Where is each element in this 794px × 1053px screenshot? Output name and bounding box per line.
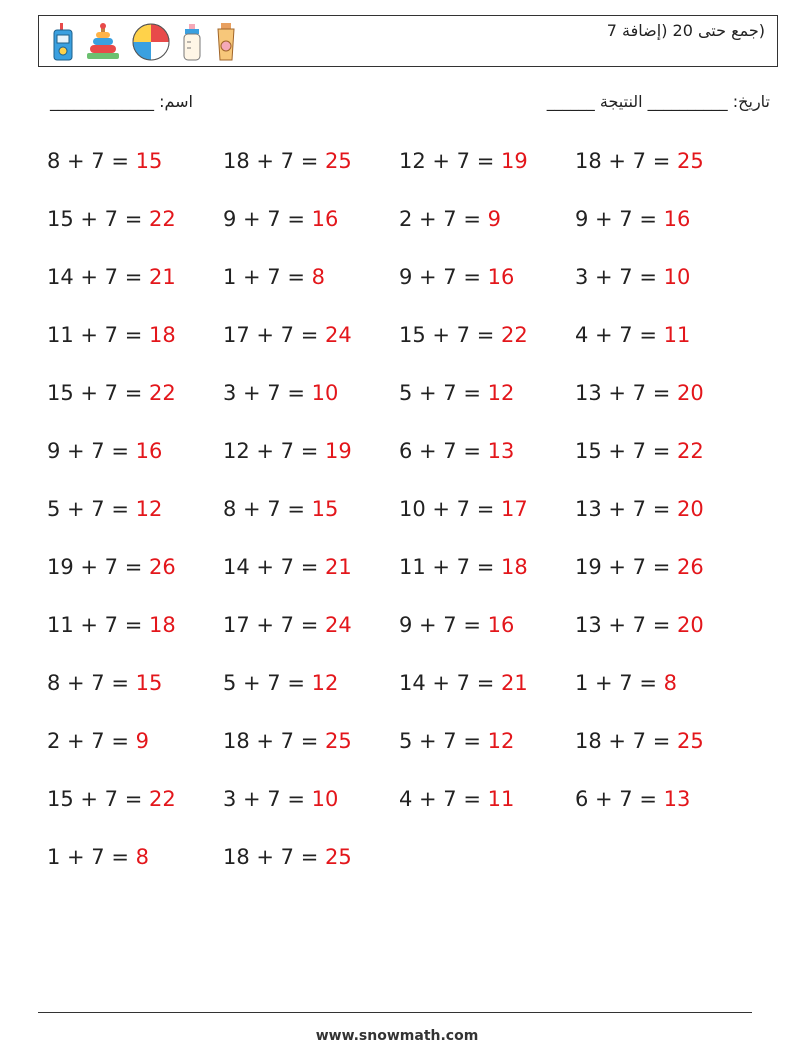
problem-item <box>575 783 751 841</box>
problem-item <box>399 493 575 551</box>
problem-answer: 22 <box>500 323 528 347</box>
problem-question: 8 + 7 = <box>47 671 136 695</box>
problem-item <box>399 783 575 841</box>
problem-question: 2 + 7 = <box>47 729 136 753</box>
problem-question: 19 + 7 = <box>47 555 149 579</box>
problem-answer: 8 <box>311 265 325 289</box>
problem-question: 8 + 7 = <box>47 149 136 173</box>
problem-answer: 20 <box>676 381 704 405</box>
problem-question: 12 + 7 = <box>399 149 501 173</box>
problem-answer: 19 <box>500 149 528 173</box>
problem-item <box>575 435 751 493</box>
problem-question: 18 + 7 = <box>575 149 677 173</box>
problem-answer: 20 <box>676 613 704 637</box>
problem-item <box>223 435 399 493</box>
problem-question: 15 + 7 = <box>47 787 149 811</box>
problem-question: 17 + 7 = <box>223 613 325 637</box>
problem-item <box>399 261 575 319</box>
problem-item <box>223 319 399 377</box>
problem-answer: 16 <box>487 613 515 637</box>
problem-question: 18 + 7 = <box>223 729 325 753</box>
problem-question: 3 + 7 = <box>223 381 312 405</box>
problem-question: 1 + 7 = <box>223 265 312 289</box>
problem-item <box>223 667 399 725</box>
problem-question: 5 + 7 = <box>223 671 312 695</box>
problem-answer: 16 <box>487 265 515 289</box>
problem-question: 10 + 7 = <box>399 497 501 521</box>
problem-item <box>47 725 223 783</box>
problem-answer: 18 <box>148 613 176 637</box>
problem-answer: 9 <box>135 729 149 753</box>
problem-question: 3 + 7 = <box>223 787 312 811</box>
problem-question: 12 + 7 = <box>223 439 325 463</box>
problem-answer: 19 <box>324 439 352 463</box>
problem-item <box>223 145 399 203</box>
problem-question: 15 + 7 = <box>47 381 149 405</box>
problem-item <box>575 261 751 319</box>
problem-answer: 12 <box>135 497 163 521</box>
problem-answer: 18 <box>148 323 176 347</box>
problem-item <box>575 145 751 203</box>
problem-item <box>47 377 223 435</box>
problem-question: 13 + 7 = <box>575 381 677 405</box>
problem-question: 19 + 7 = <box>575 555 677 579</box>
problem-item <box>47 551 223 609</box>
problem-answer: 25 <box>676 149 704 173</box>
walkie-talkie-icon <box>51 22 75 62</box>
problem-item <box>575 203 751 261</box>
problem-item <box>47 261 223 319</box>
stacking-rings-icon <box>85 22 121 62</box>
problem-answer: 25 <box>324 149 352 173</box>
problem-item <box>399 667 575 725</box>
worksheet-header <box>38 15 778 67</box>
problem-item <box>575 551 751 609</box>
problem-answer: 15 <box>311 497 339 521</box>
problem-item <box>47 319 223 377</box>
problem-answer: 21 <box>148 265 176 289</box>
problem-answer: 18 <box>500 555 528 579</box>
problem-question: 14 + 7 = <box>47 265 149 289</box>
problem-answer: 17 <box>500 497 528 521</box>
problem-item <box>223 377 399 435</box>
problem-question: 5 + 7 = <box>399 381 488 405</box>
problem-answer: 25 <box>676 729 704 753</box>
problem-answer: 11 <box>663 323 691 347</box>
problem-answer: 8 <box>663 671 677 695</box>
problem-answer: 15 <box>135 671 163 695</box>
problem-item <box>47 435 223 493</box>
problem-question: 15 + 7 = <box>47 207 149 231</box>
problem-item <box>575 493 751 551</box>
problem-question: 9 + 7 = <box>575 207 664 231</box>
problem-answer: 26 <box>148 555 176 579</box>
problem-item <box>47 841 223 899</box>
problem-item <box>223 841 399 899</box>
problem-item <box>399 377 575 435</box>
problem-answer: 13 <box>663 787 691 811</box>
problem-item <box>47 145 223 203</box>
problem-item <box>399 435 575 493</box>
problem-question: 6 + 7 = <box>399 439 488 463</box>
problem-item <box>223 609 399 667</box>
problem-question: 15 + 7 = <box>575 439 677 463</box>
problem-item <box>47 203 223 261</box>
problem-answer: 22 <box>148 207 176 231</box>
problem-answer: 10 <box>311 787 339 811</box>
name-field-label: اسم: _____________ <box>50 92 193 111</box>
problem-item <box>399 145 575 203</box>
problem-item <box>223 725 399 783</box>
problem-item <box>575 319 751 377</box>
problem-item <box>575 667 751 725</box>
problem-answer: 8 <box>135 845 149 869</box>
beach-ball-icon <box>131 22 171 62</box>
problem-answer: 16 <box>663 207 691 231</box>
problem-item <box>223 493 399 551</box>
problem-answer: 25 <box>324 845 352 869</box>
problem-answer: 22 <box>148 787 176 811</box>
footer-divider <box>38 1012 752 1013</box>
problem-answer: 25 <box>324 729 352 753</box>
problem-answer: 12 <box>487 729 515 753</box>
problem-question: 8 + 7 = <box>223 497 312 521</box>
problem-question: 9 + 7 = <box>47 439 136 463</box>
problem-question: 4 + 7 = <box>399 787 488 811</box>
problem-answer: 12 <box>487 381 515 405</box>
problem-question: 11 + 7 = <box>399 555 501 579</box>
problem-item <box>575 725 751 783</box>
problem-answer: 10 <box>663 265 691 289</box>
problem-question: 14 + 7 = <box>223 555 325 579</box>
problem-item <box>399 609 575 667</box>
problem-question: 2 + 7 = <box>399 207 488 231</box>
footer-url: www.snowmath.com <box>315 1028 479 1044</box>
problem-item <box>47 667 223 725</box>
problem-item <box>223 261 399 319</box>
problem-item <box>47 609 223 667</box>
problem-answer: 22 <box>148 381 176 405</box>
problem-answer: 24 <box>324 323 352 347</box>
problem-question: 18 + 7 = <box>223 149 325 173</box>
problem-item <box>399 551 575 609</box>
problem-item <box>47 493 223 551</box>
problem-item <box>223 203 399 261</box>
problem-question: 11 + 7 = <box>47 613 149 637</box>
baby-bottle-icon <box>181 22 203 62</box>
header-icons <box>51 19 239 65</box>
problem-question: 5 + 7 = <box>47 497 136 521</box>
problem-answer: 16 <box>311 207 339 231</box>
problem-item <box>223 783 399 841</box>
problem-item <box>399 725 575 783</box>
problem-answer: 21 <box>500 671 528 695</box>
problem-item <box>399 319 575 377</box>
problem-answer: 9 <box>487 207 501 231</box>
problem-answer: 24 <box>324 613 352 637</box>
problem-item <box>575 377 751 435</box>
problem-question: 9 + 7 = <box>223 207 312 231</box>
problem-answer: 15 <box>135 149 163 173</box>
problem-question: 15 + 7 = <box>399 323 501 347</box>
date-score-label: تاريخ: __________ النتيجة ______ <box>546 92 770 111</box>
problem-item <box>47 783 223 841</box>
problem-answer: 12 <box>311 671 339 695</box>
worksheet-title: (جمع حتى 20 (إضافة 7 <box>606 21 765 40</box>
lotion-tube-icon <box>213 22 239 62</box>
problem-question: 6 + 7 = <box>575 787 664 811</box>
problem-answer: 21 <box>324 555 352 579</box>
problem-question: 13 + 7 = <box>575 613 677 637</box>
student-info-row <box>38 92 778 116</box>
problem-question: 18 + 7 = <box>223 845 325 869</box>
problem-item <box>223 551 399 609</box>
problem-answer: 11 <box>487 787 515 811</box>
problem-question: 13 + 7 = <box>575 497 677 521</box>
problem-question: 3 + 7 = <box>575 265 664 289</box>
problem-answer: 10 <box>311 381 339 405</box>
problem-answer: 26 <box>676 555 704 579</box>
problem-question: 11 + 7 = <box>47 323 149 347</box>
problem-question: 1 + 7 = <box>47 845 136 869</box>
problem-answer: 13 <box>487 439 515 463</box>
problem-question: 5 + 7 = <box>399 729 488 753</box>
problem-answer: 22 <box>676 439 704 463</box>
problem-question: 14 + 7 = <box>399 671 501 695</box>
problem-question: 4 + 7 = <box>575 323 664 347</box>
problem-answer: 16 <box>135 439 163 463</box>
problem-question: 18 + 7 = <box>575 729 677 753</box>
problem-item <box>575 609 751 667</box>
problem-question: 17 + 7 = <box>223 323 325 347</box>
problem-question: 9 + 7 = <box>399 613 488 637</box>
problem-grid <box>47 145 751 899</box>
problem-item <box>399 203 575 261</box>
problem-question: 9 + 7 = <box>399 265 488 289</box>
problem-question: 1 + 7 = <box>575 671 664 695</box>
problem-answer: 20 <box>676 497 704 521</box>
